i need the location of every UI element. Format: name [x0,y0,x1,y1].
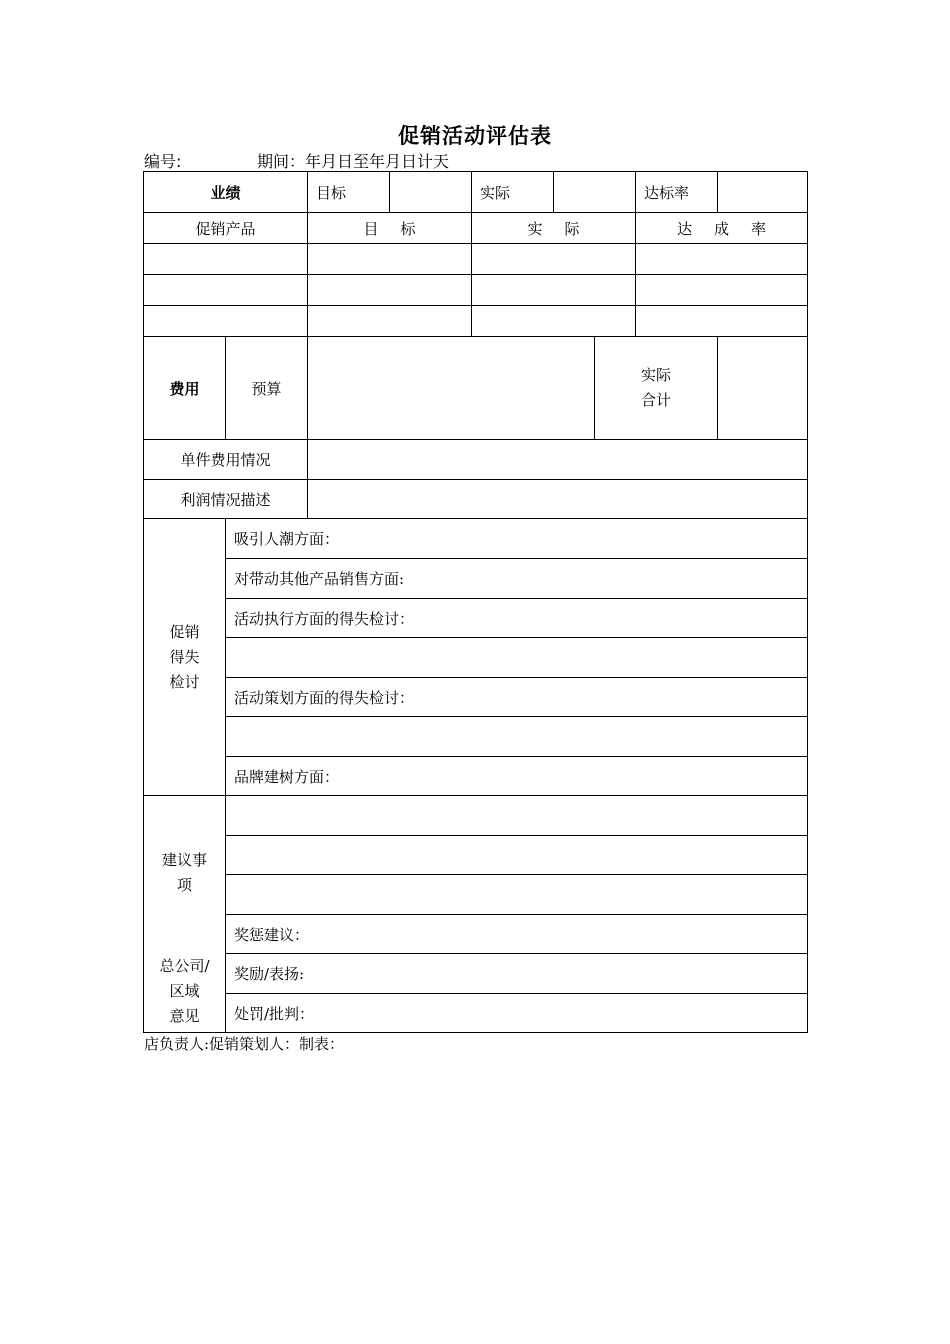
budget-value-cell[interactable] [308,337,595,440]
number-label: 编号: [144,152,182,171]
unit-cost-value-cell[interactable] [308,440,808,480]
product-rate-cell[interactable] [636,275,808,306]
review-item[interactable]: 吸引人潮方面： [226,519,808,559]
review-row [144,519,808,559]
target-label: 目标 [308,172,390,213]
suggestion-hq-label [144,796,226,1033]
hq-row [144,994,808,1033]
table-row [144,244,808,275]
performance-row [144,172,808,213]
product-actual-cell[interactable] [472,244,636,275]
cost-label: 费用 [144,337,226,440]
review-item[interactable]: 对带动其他产品销售方面: [226,559,808,599]
hq-opinion-cell[interactable]: 奖惩建议： [226,915,808,954]
product-target-cell[interactable] [308,244,472,275]
budget-label: 预算 [226,337,308,440]
profit-row [144,480,808,519]
actual-total-line1: 实际 [641,366,672,384]
actual-label: 实际 [472,172,554,213]
review-row [144,559,808,599]
hq-label-line: 意见 [169,1007,200,1025]
form-title: 促销活动评估表 [398,124,552,148]
product-rate-cell[interactable] [636,306,808,337]
table-row [144,275,808,306]
products-actual-header: 实际 [472,213,636,244]
review-row [144,678,808,717]
product-target-cell[interactable] [308,306,472,337]
review-item[interactable] [226,717,808,757]
review-label-line: 得失 [169,647,200,666]
review-label-line: 促销 [169,622,200,641]
review-item[interactable]: 活动策划方面的得失检讨： [226,678,808,717]
actual-total-value-cell[interactable] [718,337,808,440]
target-value-cell[interactable] [390,172,472,213]
review-item[interactable] [226,638,808,678]
review-label [144,519,226,796]
rate-value-cell[interactable] [718,172,808,213]
products-target-header: 目标 [308,213,472,244]
review-label-line: 检讨 [169,672,200,691]
profit-value-cell[interactable] [308,480,808,519]
review-item[interactable]: 品牌建树方面： [226,757,808,796]
hq-row [144,954,808,994]
cost-row [144,337,808,440]
profit-label: 利润情况描述 [144,480,308,519]
review-item[interactable]: 活动执行方面的得失检讨： [226,599,808,638]
signature-line: 店负责人:促销策划人：制表： [144,1035,345,1053]
product-actual-cell[interactable] [472,306,636,337]
review-row [144,757,808,796]
review-row [144,599,808,638]
suggestion-row [144,796,808,836]
products-header-row [144,213,808,244]
product-cell[interactable] [144,306,308,337]
hq-label-line: 总公司/ [159,957,210,975]
suggestion-row [144,875,808,915]
suggestion-cell[interactable] [226,875,808,915]
suggestion-row [144,836,808,875]
table-row [144,306,808,337]
actual-total-line2: 合计 [641,391,672,409]
suggestion-cell[interactable] [226,796,808,836]
products-rate-header: 达成率 [636,213,808,244]
suggestion-label-line: 建议事 [161,851,207,869]
period-label: 期间：年月日至年月日计天 [257,152,450,171]
hq-opinion-cell[interactable]: 奖励/表扬: [226,954,808,994]
product-cell[interactable] [144,275,308,306]
suggestion-label-line: 项 [176,876,192,894]
review-row [144,638,808,678]
product-rate-cell[interactable] [636,244,808,275]
product-target-cell[interactable] [308,275,472,306]
actual-total-label [595,337,718,440]
evaluation-table [143,171,808,1033]
actual-value-cell[interactable] [554,172,636,213]
unit-cost-row [144,440,808,480]
products-label: 促销产品 [144,213,308,244]
hq-label-line: 区域 [169,982,200,1000]
unit-cost-label: 单件费用情况 [144,440,308,480]
hq-row [144,915,808,954]
suggestion-cell[interactable] [226,836,808,875]
hq-opinion-cell[interactable]: 处罚/批判： [226,994,808,1033]
review-row [144,717,808,757]
performance-label: 业绩 [144,172,308,213]
product-cell[interactable] [144,244,308,275]
product-actual-cell[interactable] [472,275,636,306]
rate-label: 达标率 [636,172,718,213]
